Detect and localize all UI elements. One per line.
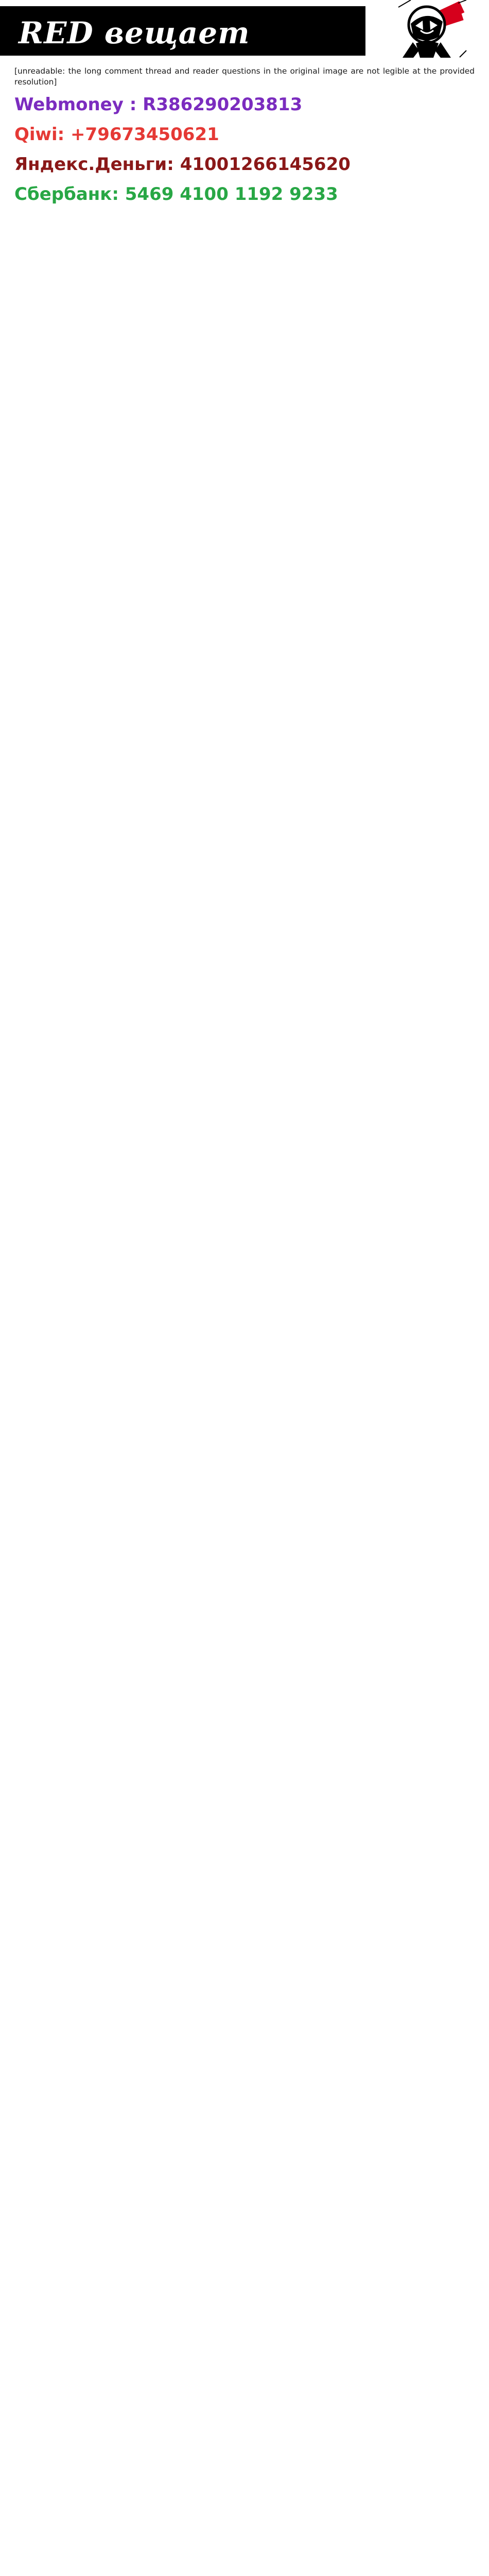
title-banner [0, 6, 365, 56]
article-text: [unreadable: the long comment thread and reader questions in the original image are not legible at the provided resolution] [14, 66, 477, 87]
payment-qiwi: Qiwi: +79673450621 [14, 124, 219, 145]
article-body [14, 66, 475, 2576]
header [0, 0, 489, 62]
payment-webmoney: Webmoney : R386290203813 [14, 94, 303, 115]
banner-title: RED вещает [19, 15, 250, 50]
masked-character-illustration [369, 0, 466, 61]
payment-sberbank: Сбербанк: 5469 4100 1192 9233 [14, 184, 338, 205]
payment-yandex-money: Яндекс.Деньги: 41001266145620 [14, 154, 351, 175]
